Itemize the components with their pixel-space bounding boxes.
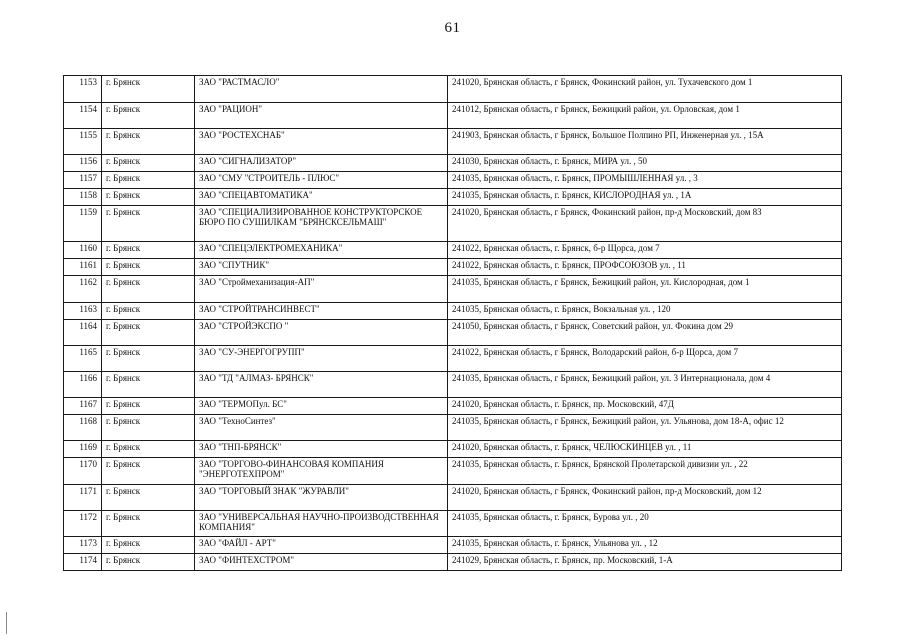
address-cell: 241035, Брянская область, г. Брянск, Вокзальная ул. , 120 (448, 303, 842, 320)
table-row (64, 172, 842, 189)
row-number-cell: 1158 (64, 189, 102, 206)
organization-name-cell: ЗАО "ТЕРМОПул. БС" (195, 398, 448, 415)
row-number-cell: 1160 (64, 242, 102, 259)
city-cell: г. Брянск (102, 346, 195, 372)
table-row (64, 398, 842, 415)
organization-name-cell: ЗАО "ТОРГОВО-ФИНАНСОВАЯ КОМПАНИЯ "ЭНЕРГОТЕХПРОМ" (195, 458, 448, 485)
address-cell: 241022, Брянская область, г. Брянск, ПРОФСОЮЗОВ ул. , 11 (448, 259, 842, 276)
row-number-cell: 1171 (64, 485, 102, 511)
city-cell: г. Брянск (102, 129, 195, 155)
table-row (64, 537, 842, 554)
city-cell: г. Брянск (102, 303, 195, 320)
address-cell: 241035, Брянская область, г. Брянск, Брянской Пролетарской дивизии ул. , 22 (448, 458, 842, 485)
organization-name-cell: ЗАО "ТОРГОВЫЙ ЗНАК "ЖУРАВЛИ" (195, 485, 448, 511)
city-cell: г. Брянск (102, 103, 195, 129)
organization-name-cell: ЗАО "ТехноСинтез" (195, 415, 448, 441)
organization-registry-table (63, 75, 842, 571)
row-number-cell: 1173 (64, 537, 102, 554)
row-number-cell: 1165 (64, 346, 102, 372)
row-number-cell: 1168 (64, 415, 102, 441)
table-row (64, 189, 842, 206)
city-cell: г. Брянск (102, 441, 195, 458)
address-cell: 241020, Брянская область, г Брянск, Фокинский район, пр-д Московский, дом 83 (448, 206, 842, 242)
city-cell: г. Брянск (102, 485, 195, 511)
row-number-cell: 1166 (64, 372, 102, 398)
row-number-cell: 1167 (64, 398, 102, 415)
address-cell: 241029, Брянская область, г. Брянск, пр. Московский, 1-А (448, 554, 842, 571)
organization-name-cell: ЗАО "РАЦИОН" (195, 103, 448, 129)
row-number-cell: 1157 (64, 172, 102, 189)
address-cell: 241020, Брянская область, г. Брянск, пр. Московский, 47Д (448, 398, 842, 415)
registry-table-body (64, 76, 842, 571)
city-cell: г. Брянск (102, 415, 195, 441)
address-cell: 241020, Брянская область, г Брянск, Фокинский район, пр-д Московский, дом 12 (448, 485, 842, 511)
table-row (64, 276, 842, 303)
city-cell: г. Брянск (102, 189, 195, 206)
scan-mark (6, 612, 7, 634)
address-cell: 241035, Брянская область, г Брянск, Бежицкий район, ул. Ульянова, дом 18-А, офис 12 (448, 415, 842, 441)
table-row (64, 511, 842, 537)
address-cell: 241020, Брянская область, г Брянск, Фокинский район, ул. Тухачевского дом 1 (448, 76, 842, 103)
row-number-cell: 1162 (64, 276, 102, 303)
organization-name-cell: ЗАО "СТРОЙЭКСПО " (195, 320, 448, 346)
row-number-cell: 1164 (64, 320, 102, 346)
organization-name-cell: ЗАО "РАСТМАСЛО" (195, 76, 448, 103)
table-row (64, 303, 842, 320)
table-row (64, 242, 842, 259)
address-cell: 241050, Брянская область, г Брянск, Советский район, ул. Фокина дом 29 (448, 320, 842, 346)
organization-name-cell: ЗАО "РОСТЕХСНАБ" (195, 129, 448, 155)
address-cell: 241012, Брянская область, г Брянск, Бежицкий район, ул. Орловская, дом 1 (448, 103, 842, 129)
row-number-cell: 1169 (64, 441, 102, 458)
address-cell: 241035, Брянская область, г. Брянск, Бурова ул. , 20 (448, 511, 842, 537)
address-cell: 241035, Брянская область, г. Брянск, КИСЛОРОДНАЯ ул. , 1А (448, 189, 842, 206)
row-number-cell: 1170 (64, 458, 102, 485)
address-cell: 241035, Брянская область, г. Брянск, Ульянова ул. , 12 (448, 537, 842, 554)
city-cell: г. Брянск (102, 458, 195, 485)
address-cell: 241020, Брянская область, г. Брянск, ЧЕЛЮСКИНЦЕВ ул. , 11 (448, 441, 842, 458)
table-row (64, 346, 842, 372)
organization-name-cell: ЗАО "Строймеханизация-АП" (195, 276, 448, 303)
address-cell: 241022, Брянская область, г Брянск, Володарский район, б-р Щорса, дом 7 (448, 346, 842, 372)
address-cell: 241022, Брянская область, г. Брянск, б-р Щорса, дом 7 (448, 242, 842, 259)
city-cell: г. Брянск (102, 259, 195, 276)
address-cell: 241035, Брянская область, г Брянск, Бежицкий район, ул. Кислородная, дом 1 (448, 276, 842, 303)
page-number: 61 (444, 20, 461, 36)
table-row (64, 320, 842, 346)
row-number-cell: 1154 (64, 103, 102, 129)
table-row (64, 485, 842, 511)
organization-name-cell: ЗАО "ТНП-БРЯНСК" (195, 441, 448, 458)
organization-name-cell: ЗАО "УНИВЕРСАЛЬНАЯ НАУЧНО-ПРОИЗВОДСТВЕННАЯ КОМПАНИЯ" (195, 511, 448, 537)
table-row (64, 259, 842, 276)
city-cell: г. Брянск (102, 276, 195, 303)
organization-name-cell: ЗАО "СУ-ЭНЕРГОГРУПП" (195, 346, 448, 372)
row-number-cell: 1161 (64, 259, 102, 276)
organization-name-cell: ЗАО "СПЕЦИАЛИЗИРОВАННОЕ КОНСТРУКТОРСКОЕ БЮРО ПО СУШИЛКАМ "БРЯНСКСЕЛЬМАШ" (195, 206, 448, 242)
city-cell: г. Брянск (102, 511, 195, 537)
row-number-cell: 1153 (64, 76, 102, 103)
table-row (64, 103, 842, 129)
city-cell: г. Брянск (102, 172, 195, 189)
table-row (64, 372, 842, 398)
row-number-cell: 1172 (64, 511, 102, 537)
organization-name-cell: ЗАО "ФИНТЕХСТРОМ" (195, 554, 448, 571)
row-number-cell: 1159 (64, 206, 102, 242)
table-row (64, 206, 842, 242)
city-cell: г. Брянск (102, 537, 195, 554)
city-cell: г. Брянск (102, 372, 195, 398)
address-cell: 241035, Брянская область, г Брянск, Бежицкий район, ул. 3 Интернационала, дом 4 (448, 372, 842, 398)
table-row (64, 458, 842, 485)
city-cell: г. Брянск (102, 554, 195, 571)
table-row (64, 129, 842, 155)
organization-name-cell: ЗАО "СПЕЦАВТОМАТИКА" (195, 189, 448, 206)
table-row (64, 155, 842, 172)
organization-name-cell: ЗАО "СПЕЦЭЛЕКТРОМЕХАНИКА" (195, 242, 448, 259)
address-cell: 241903, Брянская область, г Брянск, Большое Полпино РП, Инженерная ул. , 15А (448, 129, 842, 155)
organization-name-cell: ЗАО "ТД "АЛМАЗ- БРЯНСК" (195, 372, 448, 398)
organization-name-cell: ЗАО "СПУТНИК" (195, 259, 448, 276)
row-number-cell: 1163 (64, 303, 102, 320)
organization-name-cell: ЗАО "СИГНАЛИЗАТОР" (195, 155, 448, 172)
table-row (64, 554, 842, 571)
organization-name-cell: ЗАО "СМУ "СТРОИТЕЛЬ - ПЛЮС" (195, 172, 448, 189)
city-cell: г. Брянск (102, 398, 195, 415)
table-row (64, 76, 842, 103)
address-cell: 241030, Брянская область, г. Брянск, МИРА ул. , 50 (448, 155, 842, 172)
address-cell: 241035, Брянская область, г. Брянск, ПРОМЫШЛЕННАЯ ул. , 3 (448, 172, 842, 189)
row-number-cell: 1155 (64, 129, 102, 155)
organization-name-cell: ЗАО "СТРОЙТРАНСИНВЕСТ" (195, 303, 448, 320)
city-cell: г. Брянск (102, 206, 195, 242)
row-number-cell: 1156 (64, 155, 102, 172)
row-number-cell: 1174 (64, 554, 102, 571)
organization-name-cell: ЗАО "ФАЙЛ - АРТ" (195, 537, 448, 554)
city-cell: г. Брянск (102, 320, 195, 346)
table-row (64, 415, 842, 441)
city-cell: г. Брянск (102, 76, 195, 103)
city-cell: г. Брянск (102, 242, 195, 259)
city-cell: г. Брянск (102, 155, 195, 172)
table-row (64, 441, 842, 458)
